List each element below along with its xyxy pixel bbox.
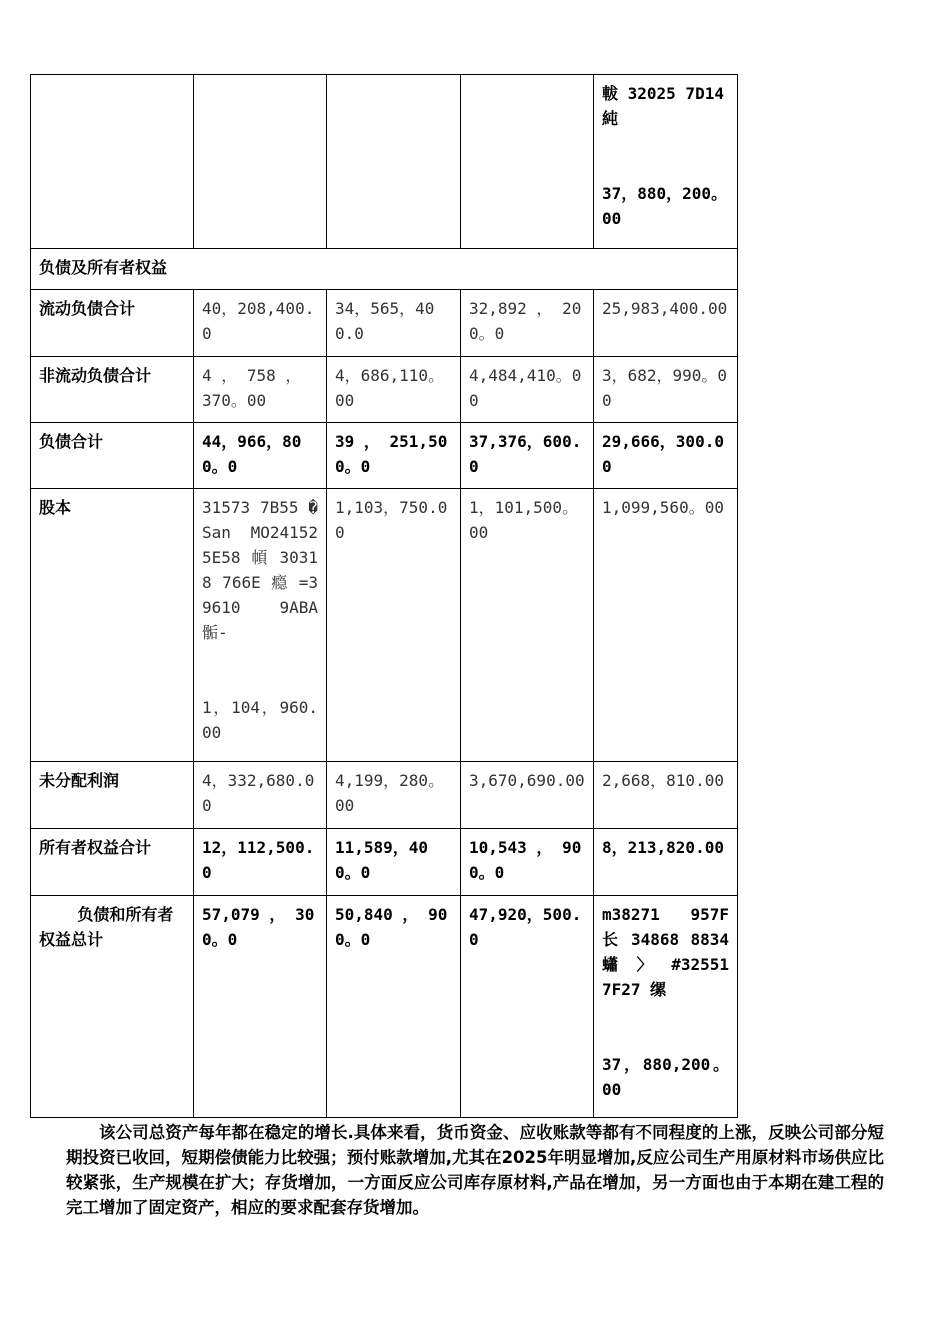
cell-value: 10,543 ， 900。0 — [461, 829, 594, 896]
cell-value: 34，565，400.0 — [327, 290, 461, 357]
cell-value: 4，686,110。00 — [327, 357, 461, 423]
analysis-paragraph: 该公司总资产每年都在稳定的增长.具体来看，货币资金、应收账款等都有不同程度的上涨，反映公司部分短期投资已收回，短期偿债能力比较强；预付账款增加,尤其在2025年明显增加,反应公司生产用原材料市场供应比较紧张，生产规模在扩大；存货增加，一方面反应公司库存原材料,产品在增加，另一方面也由于本期在建工程的完工增加了固定资产，相应的要求配套存货增加。 — [66, 1123, 884, 1217]
cell-value: 47,920，500.0 — [461, 896, 594, 1118]
cell-value: 44，966，800。0 — [194, 423, 327, 489]
cell-value — [194, 489, 327, 762]
balance-sheet-table — [30, 74, 738, 1118]
cell-value: 32,892 ， 200。0 — [461, 290, 594, 357]
row-label: 所有者权益合计 — [31, 829, 194, 896]
section-header-row — [31, 249, 738, 290]
cell-value: 4,484,410。00 — [461, 357, 594, 423]
table-row — [31, 489, 738, 762]
cell-value: 37,376，600.0 — [461, 423, 594, 489]
empty-cell — [194, 75, 327, 249]
table-row — [31, 762, 738, 829]
cell-value: 25,983,400.00 — [594, 290, 738, 357]
table-row-top — [31, 75, 738, 249]
cell-value: 3，682，990。00 — [594, 357, 738, 423]
cell-value: 39 ， 251,500。0 — [327, 423, 461, 489]
section-header: 负债及所有者权益 — [31, 249, 738, 290]
table-row — [31, 357, 738, 423]
cell-value: 4 ， 758 ， 370。00 — [194, 357, 327, 423]
cell-value: 3,670,690.00 — [461, 762, 594, 829]
cell-value: 1,099,560。00 — [594, 489, 738, 762]
empty-cell — [31, 75, 194, 249]
row-label: 流动负债合计 — [31, 290, 194, 357]
cell-value: 37，880，200。00 — [602, 184, 728, 228]
cell-value: 12，112,500.0 — [194, 829, 327, 896]
cell-value: 29,666，300.00 — [594, 423, 738, 489]
cell-value: 50,840 ， 900。0 — [327, 896, 461, 1118]
cell-value — [594, 896, 738, 1118]
cell-value: 4，332,680.00 — [194, 762, 327, 829]
garbled-text: m38271 957F 长 34868 8834 蠨 〉 #32551 7F27 缧 — [602, 905, 729, 999]
cell-value: 11,589，400。0 — [327, 829, 461, 896]
cell-value: 57,079 ， 300。0 — [194, 896, 327, 1118]
cell-value: 37，880,200。00 — [602, 1055, 729, 1099]
row-label: 负债合计 — [31, 423, 194, 489]
cell-value: 2,668，810.00 — [594, 762, 738, 829]
cell-value: 40，208,400.0 — [194, 290, 327, 357]
table-row — [31, 896, 738, 1118]
row-label: 未分配利润 — [31, 762, 194, 829]
empty-cell — [327, 75, 461, 249]
cell-value: 1，104，960.00 — [202, 698, 318, 742]
table-row — [31, 829, 738, 896]
table-row — [31, 290, 738, 357]
row-label: 非流动负债合计 — [31, 357, 194, 423]
table-row — [31, 423, 738, 489]
total-assets-cell — [594, 75, 738, 249]
empty-cell — [461, 75, 594, 249]
garbled-text: 軷 32025 7D14 純 — [602, 84, 724, 128]
cell-value: 8，213,820.00 — [594, 829, 738, 896]
cell-value: 4,199，280。00 — [327, 762, 461, 829]
cell-value: 1,103，750.00 — [327, 489, 461, 762]
garbled-text: 31573 7B55 �San MO24152 5E58 幁 30318 766E 瘾 =39610 9ABA 骺- — [202, 498, 318, 642]
row-label: 股本 — [31, 489, 194, 762]
row-label: 负债和所有者权益总计 — [31, 896, 194, 1118]
cell-value: 1，101,500。00 — [461, 489, 594, 762]
